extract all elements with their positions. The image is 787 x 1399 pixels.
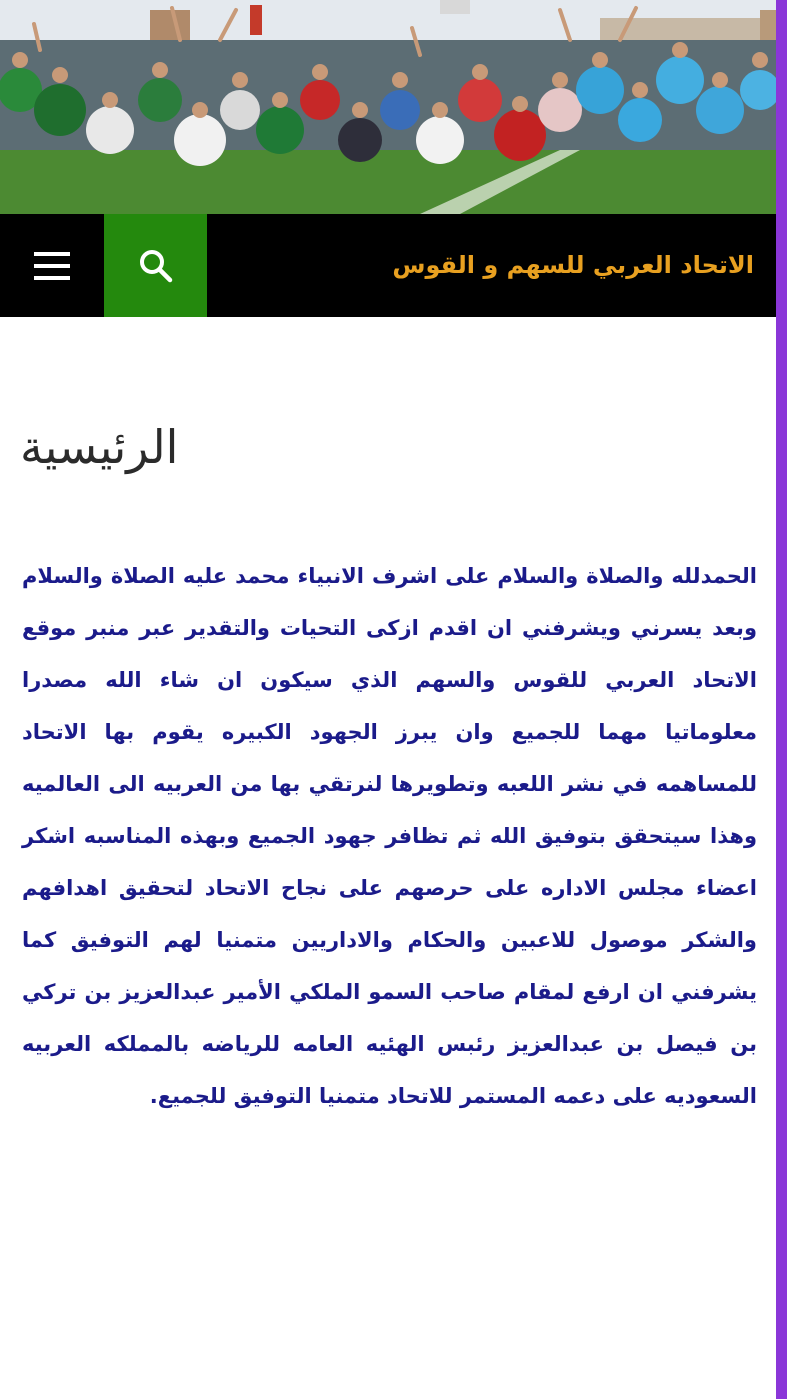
site-title-link[interactable]: الاتحاد العربي للسهم و القوس <box>392 251 754 279</box>
article-body-text: الحمدلله والصلاة والسلام على اشرف الانبياء محمد عليه الصلاة والسلام وبعد يسرني ويشرفني ان اقدم ازكى التحيات والتقدير عبر منبر موقع الاتحاد العربي للقوس والسهم الذي سيكون ان شاء الله مصدرا معلوماتيا مهما للجميع وان يبرز الجهود الكبيره يقوم بها الاتحاد للمساهمه في نشر اللعبه وتطويرها لنرتقي بها من العربيه الى العالميه وهذا سيتحقق بتوفيق الله ثم تظافر جهود الجميع وبهذه المناسبه اشكر اعضاء مجلس الاداره على حرصهم على نجاح الاتحاد لتحقيق اهدافهم والشكر موصول للاعبين والحكام والاداريين متمنيا لهم التوفيق كما يشرفني ان ارفع لمقام صاحب السمو الملكي الأمير عبدالعزيز بن تركي بن فيصل بن عبدالعزيز رئبس الهئيه العامه للرياضه بالمملكه العربيه السعوديه على دعمه المستمر للاتحاد متمنيا التوفيق للجميع. <box>22 564 757 1108</box>
menu-button[interactable] <box>0 214 104 317</box>
page-title: الرئيسية <box>20 420 179 474</box>
group-photo-banner <box>0 0 776 214</box>
top-navigation-bar <box>0 214 776 317</box>
search-button[interactable] <box>104 214 207 317</box>
search-icon <box>139 249 173 283</box>
header-banner-image[interactable] <box>0 0 776 214</box>
page-edge-stripe <box>776 0 787 1399</box>
hamburger-menu-icon <box>34 252 70 280</box>
